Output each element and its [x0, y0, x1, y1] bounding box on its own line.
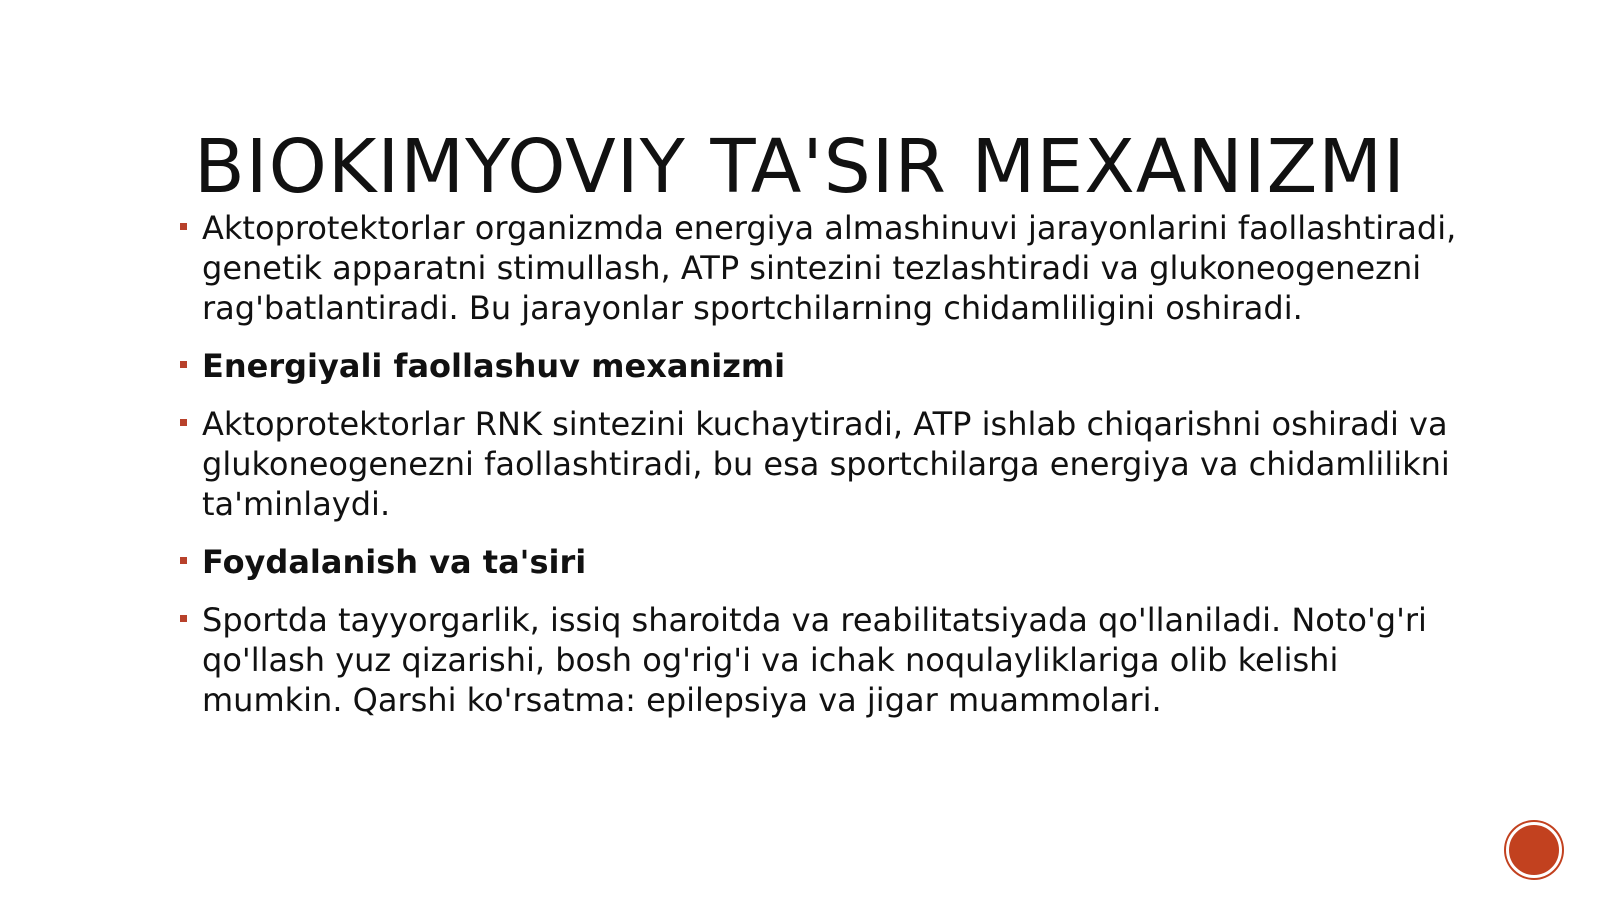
square-bullet-icon: [180, 615, 187, 622]
square-bullet-icon: [180, 361, 187, 368]
bullet-text: Sportda tayyorgarlik, issiq sharoitda va reabilitatsiyada qo'llaniladi. Noto'g'ri qo'llash yuz qizarishi, bosh og'rig'i va ichak noqulayliklariga olib kelishi mumkin. Qarshi ko'rsatma: epilepsiya va jigar muammolari.: [202, 601, 1427, 719]
bullet-item: [180, 404, 1480, 524]
square-bullet-icon: [180, 223, 187, 230]
bullet-heading: Foydalanish va ta'siri: [202, 543, 587, 581]
bullet-item: [180, 542, 1480, 582]
bullet-item: [180, 208, 1480, 328]
bullet-item: [180, 600, 1480, 720]
bullet-text: Aktoprotektorlar organizmda energiya almashinuvi jarayonlarini faollashtiradi, genetik apparatni stimullash, ATP sintezini tezlashtiradi va glukoneogenezni rag'batlantiradi. Bu jarayonlar sportchilarning chidamliligini oshiradi.: [202, 209, 1457, 327]
bullet-heading: Energiyali faollashuv mexanizmi: [202, 347, 786, 385]
bullet-text: Aktoprotektorlar RNK sintezini kuchaytiradi, ATP ishlab chiqarishni oshiradi va glukoneogenezni faollashtiradi, bu esa sportchilarga energiya va chidamlilikni ta'minlaydi.: [202, 405, 1450, 523]
circle-icon[interactable]: [1506, 822, 1562, 878]
slide-title: BIOKIMYOVIY TA'SIR MEXANIZMI: [194, 123, 1406, 210]
bullet-list: [180, 208, 1480, 738]
square-bullet-icon: [180, 557, 187, 564]
bullet-item: [180, 346, 1480, 386]
square-bullet-icon: [180, 419, 187, 426]
